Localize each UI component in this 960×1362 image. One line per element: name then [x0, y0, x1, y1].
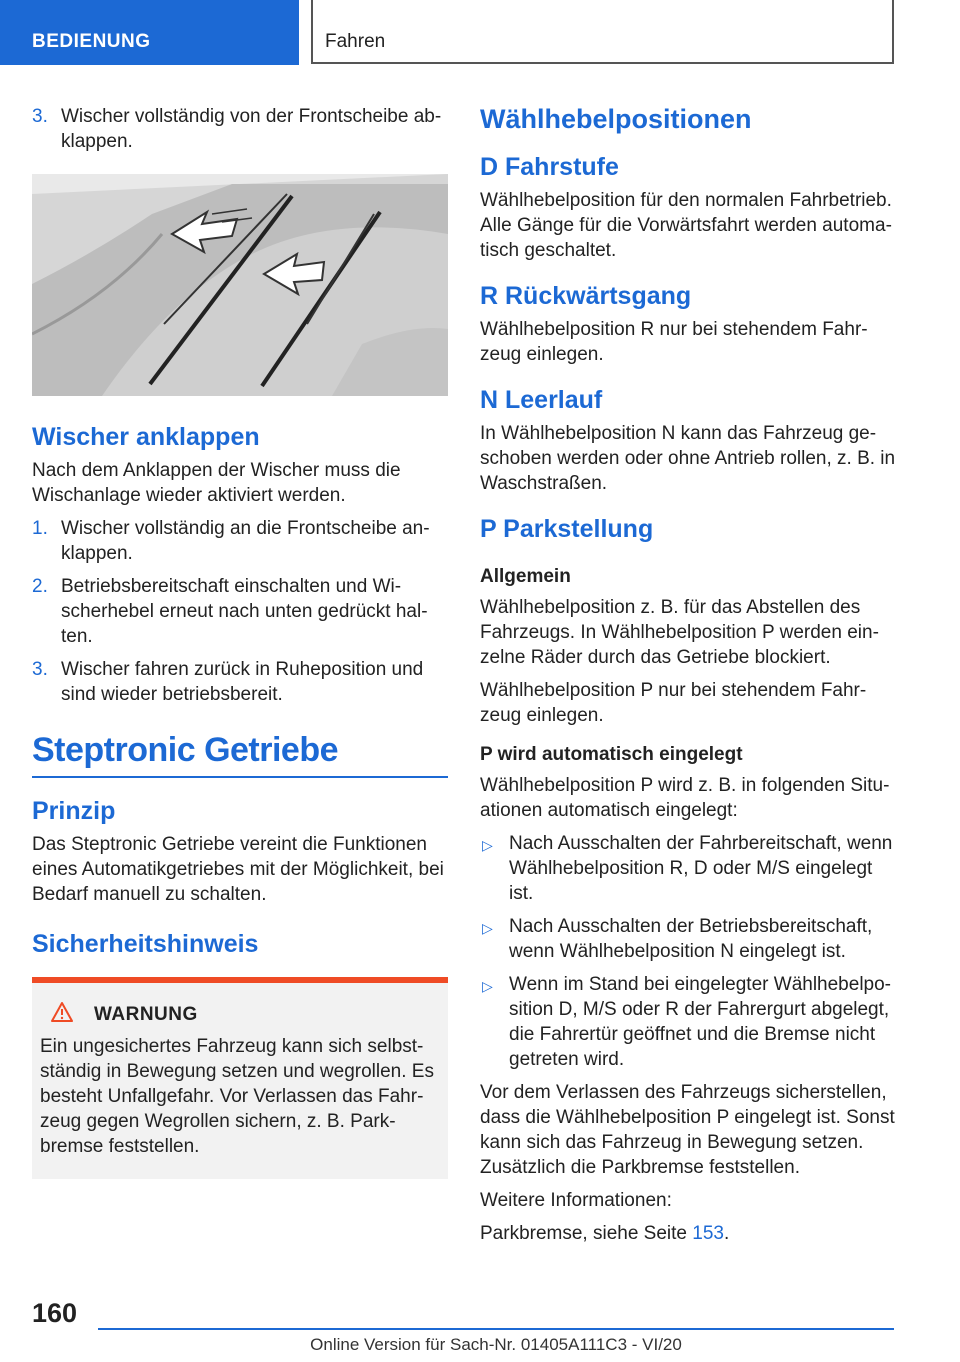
bullet-text: Nach Ausschalten der Betriebsbereitschaft, wenn Wählhebelposition N eingelegt ist. [509, 916, 873, 962]
paragraph: Das Steptronic Getriebe vereint die Funktionen eines Automatikgetriebes mit der Möglichkeit, bei Bedarf manuell zu schalten. [32, 834, 444, 905]
bullet-triangle-icon: ▷ [482, 837, 493, 853]
paragraph: Wählhebelposition P nur bei stehendem Fahrzeug einlegen. [480, 680, 867, 726]
paragraph: Vor dem Verlassen des Fahrzeugs sicherstellen, dass die Wählhebelposition P eingelegt ist. Sonst kann sich das Fahrzeug in Bewegung setzen. Zusätzlich die Parkbremse feststellen. [480, 1082, 895, 1178]
step-text: Wischer vollständig von der Frontscheibe abklappen. [61, 106, 442, 152]
windshield-wiper-image [32, 174, 448, 396]
step-list-top [32, 104, 448, 154]
list-item [32, 574, 448, 649]
list-item [32, 657, 448, 707]
subheading-n: N Leerlauf [480, 386, 603, 414]
subheading-d: D Fahrstufe [480, 153, 619, 181]
page-link[interactable]: 153 [692, 1223, 724, 1244]
paragraph: Nach dem Anklappen der Wischer muss die Wischanlage wieder aktiviert werden. [32, 460, 401, 506]
paragraph: Wählhebelposition für den normalen Fahrbetrieb. Alle Gänge für die Vorwärtsfahrt werden automatisch geschaltet. [480, 190, 892, 261]
footer-version: Online Version für Sach-Nr. 01405A111C3 - VI/20 [310, 1335, 682, 1354]
paragraph: In Wählhebelposition N kann das Fahrzeug geschoben werden oder ohne Antrieb rollen, z. B. in Waschstraßen. [480, 423, 896, 494]
header-section-label: BEDIENUNG [32, 31, 151, 52]
right-column [480, 104, 896, 1254]
reference-text: Parkbremse, siehe Seite [480, 1223, 693, 1244]
wiper-illustration [32, 174, 448, 396]
warning-label: WARNUNG [94, 1003, 198, 1025]
warning-triangle-icon [50, 1001, 74, 1028]
warning-text: Ein ungesichertes Fahrzeug kann sich selbstständig in Bewegung setzen und wegrollen. Es besteht Unfallgefahr. Vor Verlassen das Fahrzeug gegen Wegrollen sichern, z. B. Parkbremse feststellen. [40, 1036, 434, 1157]
list-item [480, 831, 896, 906]
step-number: 2. [32, 576, 48, 597]
page-number: 160 [32, 1298, 78, 1328]
header-section-tab [0, 0, 299, 65]
chapter-heading: Steptronic Getriebe [32, 731, 448, 778]
warning-header [40, 1001, 436, 1028]
step-number: 1. [32, 518, 48, 539]
step-text: Wischer vollständig an die Frontscheibe anklappen. [61, 518, 430, 564]
subheading-p: P Parkstellung [480, 515, 654, 543]
list-item [32, 516, 448, 566]
bullet-list [480, 831, 896, 1072]
header-chapter-tab [311, 0, 894, 64]
step-text: Wischer fahren zurück in Ruheposition und sind wieder betriebsbereit. [61, 659, 424, 705]
section-heading-wischer: Wischer anklappen [32, 423, 260, 451]
list-item [480, 914, 896, 964]
bullet-text: Wenn im Stand bei eingelegter Wählhebelposition D, M/S oder R der Fahrergurt abgelegt, die Fahrertür geöffnet und die Bremse nicht getreten wird. [509, 974, 891, 1070]
step-number: 3. [32, 659, 48, 680]
step-number: 3. [32, 106, 48, 127]
paragraph: Wählhebelposition R nur bei stehendem Fahrzeug einlegen. [480, 319, 868, 365]
step-list [32, 516, 448, 707]
cross-reference [480, 1221, 896, 1246]
section-heading-sicherheit: Sicherheitshinweis [32, 930, 259, 958]
bullet-text: Nach Ausschalten der Fahrbereitschaft, wenn Wählhebelposition R, D oder M/S eingelegt ist. [509, 833, 893, 904]
subheading-auto: P wird automatisch eingelegt [480, 744, 743, 765]
paragraph: Wählhebelposition z. B. für das Abstellen des Fahrzeugs. In Wählhebelposition P werden einzelne Räder durch das Getriebe blockiert. [480, 597, 879, 668]
warning-box [32, 977, 448, 1179]
bullet-triangle-icon: ▷ [482, 920, 493, 936]
paragraph: Weitere Informationen: [480, 1190, 672, 1211]
section-heading-positionen: Wählhebelpositionen [480, 104, 752, 134]
step-text: Betriebsbereitschaft einschalten und Wischerhebel erneut nach unten gedrückt halten. [61, 576, 428, 647]
header-chapter-label: Fahren [325, 31, 386, 52]
reference-suffix: . [723, 1223, 730, 1244]
list-item [480, 972, 896, 1072]
paragraph: Wählhebelposition P wird z. B. in folgenden Situationen automatisch eingelegt: [480, 775, 890, 821]
list-item [32, 104, 448, 154]
subheading-allgemein: Allgemein [480, 566, 571, 587]
section-heading-prinzip: Prinzip [32, 797, 116, 825]
footer-divider [98, 1328, 894, 1330]
bullet-triangle-icon: ▷ [482, 978, 493, 994]
left-column [32, 104, 448, 1179]
subheading-r: R Rückwärtsgang [480, 282, 692, 310]
